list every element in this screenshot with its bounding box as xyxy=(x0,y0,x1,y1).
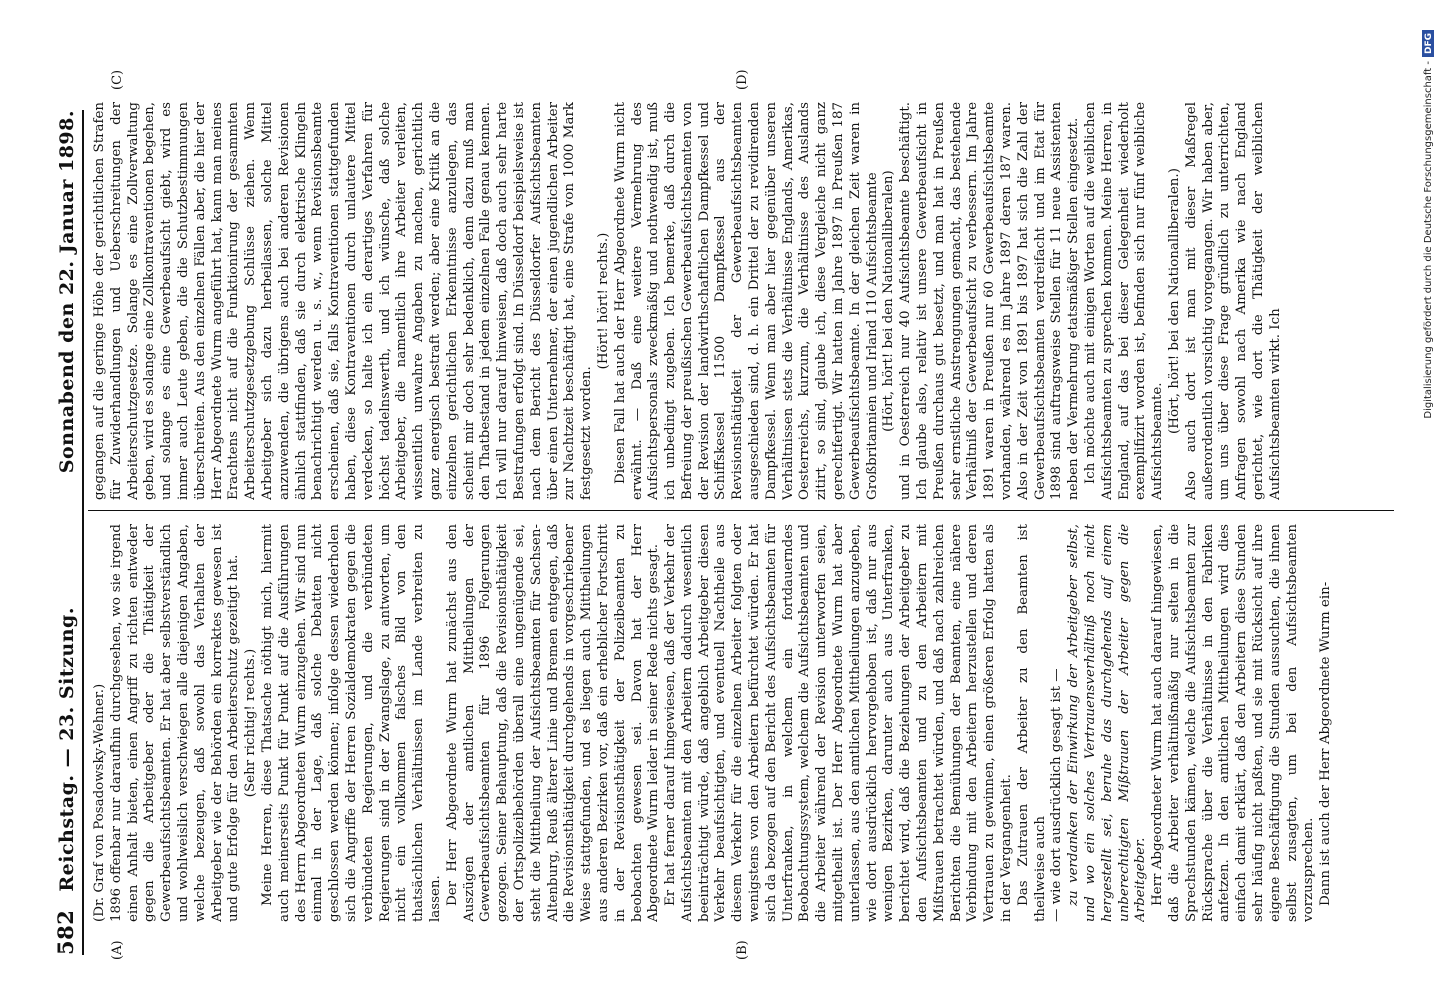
header-rule xyxy=(82,110,84,955)
marker-c: (C) xyxy=(110,69,125,90)
paragraph: Ich möchte auch mit einigen Worten auf die weiblichen Aufsichtsbeamten zu sprechen kommen. Meine Herren, in England, auf das bei dieser Gelegenheit wiederholt exemplifizirt worden ist, befinden sich nur fünf weibliche Aufsichtsbeamte. xyxy=(1083,102,1166,500)
paragraph: Der Herr Abgeordnete Wurm hat zunächst aus den Auszügen der amtlichen Mittheilungen der Gewerbeaufsichtsbeamten für 1896 Folgerungen gezogen. Seiner Behauptung, daß die Revisionsthätigkeit der Ortspolizeibehörden überall eine ungenügende sei, steht die Mittheilung der Aufsichtsbeamten für Sachsen-Altenburg, Reuß älterer Linie und Bremen entgegen, daß die Revisionsthätigkeit durchgehends in vorgeschriebener Weise stattgefunden, und es liegen auch Mittheilungen aus anderen Bezirken vor, daß ein erheblicher Fortschritt in der Revisionsthätigkeit der Polizeibeamten zu beobachten gewesen sei. Davon hat der Herr Abgeordnete Wurm leider in seiner Rede nichts gesagt. xyxy=(444,524,662,922)
paragraph: (Hört, hört! bei den Nationalliberalen.) xyxy=(1167,168,1182,434)
right-column xyxy=(92,102,1394,500)
marker-d: (D) xyxy=(735,69,750,90)
paragraph: gegangen auf die geringe Höhe der gerichtlichen Strafen für Zuwiderhandlungen und Ueberschreitungen der Arbeiterschutzgesetze. Solange es eine Zollverwaltung geben, wird es solange eine Zollkontraventionen begehen, und solange es eine Gewerbeaufsicht giebt, wird es immer auch Leute geben, die die Schutzbestimmungen überschreiten. Aus den einzelnen Fällen aber, die hier der Herr Abgeordnete Wurm angeführt hat, kann man meines Erachtens nicht auf die Funktionirung der gesammten Arbeiterschutzgesetzgebung Schlüsse ziehen. Wenn Arbeitgeber sich dazu herbeilassen, solche Mittel anzuwenden, die übrigens auch bei anderen Revisionen ähnlich stattfinden, daß sie durch elektrische Klingeln benachrichtigt werden u. s. w., wenn Revisionsbeamte erscheinen, daß sie, falls Kontraventionen stattgefunden haben, diese Kontraventionen durch unlautere Mittel verdecken, so halte ich ein derartiges Verfahren für höchst tadelnswerth, und ich wünsche, daß solche Arbeitgeber, die namentlich ihre Arbeiter verleiten, wissentlich unwahre Angaben zu machen, gerichtlich ganz energisch bestraft werden; aber eine Kritik an die einzelnen gerichtlichen Erkenntnisse anzulegen, das scheint mir doch sehr bedenklich, denn dazu muß man den Thatbestand in jedem einzelnen Falle genau kennen. Ich will nur darauf hinweisen, daß doch auch sehr harte Bestrafungen erfolgt sind. In Düsseldorf beispielsweise ist nach dem Bericht des Düsseldorfer Aufsichtsbeamten über einen Unternehmer, der einen jugendlichen Arbeiter zur Nachtzeit beschäftigt hat, eine Strafe von 1000 Mark festgesetzt worden. xyxy=(92,102,595,500)
paragraph: (Sehr richtig! rechts.) xyxy=(243,648,259,798)
attribution-text: Digitalisierung gefördert durch die Deutsche Forschungsgemeinschaft - xyxy=(1423,61,1434,419)
paragraph: Er hat ferner darauf hingewiesen, daß der Verkehr der Aufsichtsbeamten mit den Arbeitern dadurch wesentlich beeinträchtigt würde, daß angeblich Arbeitgeber diesen Verkehr beaufsichtigten, und eventuell Nachtheile aus diesem Verkehr für die einzelnen Arbeiter folgten oder wenigstens von den Arbeitern befürchtet würden. Er hat sich da bezogen auf den Bericht des Aufsichtsbeamten für Unterfranken, in welchem ein fortdauerndes Beobachtungssystem, welchem die Aufsichtsbeamten und die Arbeiter während der Revision unterworfen seien, mitgetheilt ist. Der Herr Abgeordnete Wurm hat aber unterlassen, aus den amtlichen Mittheilungen anzugeben, wie dort ausdrücklich hervorgehoben ist, daß nur aus wenigen Bezirken, darunter auch aus Unterfranken, berichtet wird, daß die Beziehungen der Arbeitgeber zu den Aufsichtsbeamten und zu den Arbeitern mit Mißtrauen betrachtet würden, und daß nach zahlreichen Berichten die Bemühungen der Beamten, eine nähere Verbindung mit den Arbeitern herzustellen und deren Vertrauen zu gewinnen, einen größeren Erfolg hatten als in der Vergangenheit. xyxy=(663,524,1015,922)
paragraph: und in Oesterreich nur 40 Aufsichtsbeamte beschäftigt. Ich glaube also, relativ ist unsere Gewerbeaufsicht in Preußen durchaus gut besetzt, und man hat in Preußen sehr ernstliche Anstrengungen gemacht, das bestehende Verhältniß der Gewerbeaufsicht zu verbessern. Im Jahre 1891 waren in Preußen nur 60 Gewerbeaufsichtsbeamte vorhanden, während es im Jahre 1897 deren 187 waren. Also in der Zeit von 1891 bis 1897 hat sich die Zahl der Gewerbeaufsichtsbeamten verdreifacht und im Etat für 1898 sind auftragsweise Stellen für 11 neue Assistenten neben der Vermehrung etatsmäßiger Stellen eingesetzt. xyxy=(898,102,1082,500)
header-title-right: Sonnabend den 22. Januar 1898. xyxy=(56,110,78,474)
page-header xyxy=(50,110,78,955)
header-title-left: Reichstag. — 23. Sitzung. xyxy=(56,607,78,892)
digitization-attribution xyxy=(1422,30,1434,950)
dfg-logo: DFG xyxy=(1422,30,1434,57)
paragraph: zu verdanken der Einwirkung der Arbeitgeber selbst, und wo ein solches Vertrauensverhältniß noch nicht hergestellt sei, beruhe das durchgehends auf einem unberechtigten Mißtrauen der Arbeiter gegen die Arbeitgeber. xyxy=(1066,524,1149,922)
paragraph: (Hört, hört! bei den Nationalliberalen) xyxy=(881,170,897,432)
paragraph: Also auch dort ist man mit dieser Maßregel außerordentlich vorsichtig vorgegangen. Wir haben aber, um uns über diese Frage gründlich zu unterrichten, Anfragen sowohl nach Amerika wie nach England gerichtet, wie dort die Thätigkeit der weiblichen Aufsichtsbeamten wirkt. Ich xyxy=(1183,102,1283,500)
left-column xyxy=(92,524,1394,922)
marker-b: (B) xyxy=(735,940,750,960)
paragraph: Herr Abgeordneter Wurm hat auch darauf hingewiesen, daß die Arbeiter verhältnißmäßig nur selten in die Sprechstunden kämen, welche die Aufsichtsbeamten zur Rücksprache über die Verhältnisse in den Fabriken anfetzen. In den amtlichen Mittheilungen wird dies einfach damit erklärt, daß den Arbeitern diese Stunden sehr häufig nicht paßten, und sie mit Rücksicht auf ihre eigene Beschäftigung die Stunden aussuchten, die ihnen selbst zusagten, um bei den Aufsichtsbeamten vorzusprechen. xyxy=(1150,524,1317,922)
paragraph: Das Zutrauen der Arbeiter zu den Beamten ist theilweise auch xyxy=(1015,524,1048,922)
marker-a: (A) xyxy=(110,940,125,960)
paragraph: — wie dort ausdrücklich gesagt ist — xyxy=(1049,668,1065,922)
paragraph: Dann ist auch der Herr Abgeordnete Wurm ein- xyxy=(1318,581,1334,906)
column-divider xyxy=(88,510,1394,511)
paragraph: (Dr. Graf von Posadowsky-Wehner.) xyxy=(92,683,107,922)
paragraph: Diesen Fall hat auch der Herr Abgeordnete Wurm nicht erwähnt. — Daß eine weitere Vermehrung des Aufsichtspersonals zweckmäßig und nothwendig ist, muß ich unbedingt zugeben. Ich bemerke, daß durch die Befreiung der preußischen Gewerbeaufsichtsbeamten von der Revision der landwirthschaftlichen Dampfkessel und Schiffskessel 11500 Dampfkessel aus der Revisionsthätigkeit der Gewerbeaufsichtsbeamten ausgeschieden sind, d. h. ein Drittel der zu revidirenden Dampfkessel. Wenn man aber hier gegenüber unseren Verhältnissen stets die Verhältnisse Englands, Amerikas, Oesterreichs, kurzum, die Verhältnisse des Auslands zitirt, so sind, glaube ich, diese Vergleiche nicht ganz gerechtfertigt. Wir hatten im Jahre 1897 in Preußen 187 Gewerbeaufsichtsbeamte. In der gleichen Zeit waren in Großbritannien und Irland 110 Aufsichtsbeamte xyxy=(612,102,880,500)
header-left xyxy=(53,607,78,955)
paragraph: (Hört! hört! rechts.) xyxy=(595,232,611,370)
paragraph: Meine Herren, diese Thatsache nöthigt mich, hiermit auch meinerseits Punkt für Punkt auf die Ausführungen des Herrn Abgeordneten Wurm einzugehen. Wir sind nun einmal in der Lage, daß solche Debatten nicht geschlossen werden können; infolge dessen wiederholen sich die Angriffe der Herren Sozialdemokraten gegen die verbündeten Regierungen, und die verbündeten Regierungen sind in der Zwangslage, zu antworten, um nicht ein vollkommen falsches Bild von den thatsächlichen Verhältnissen im Lande verbreiten zu lassen. xyxy=(259,524,443,922)
paragraph: 1896 offenbar nur daraufhin durchgesehen, wo sie irgend einen Anhalt bieten, einen Angriff zu richten entweder gegen die Arbeitgeber oder die Thätigkeit der Gewerbeaufsichtsbeamten. Er hat aber selbstverständlich und wohlweislich verschwiegen alle diejenigen Angaben, welche bezeugen, daß sowohl das Verhalten der Arbeitgeber wie der Behörden ein korrektes gewesen ist und gute Erfolge für den Arbeiterschutz gezeitigt hat. xyxy=(108,524,242,922)
page-number: 582 xyxy=(53,909,78,955)
